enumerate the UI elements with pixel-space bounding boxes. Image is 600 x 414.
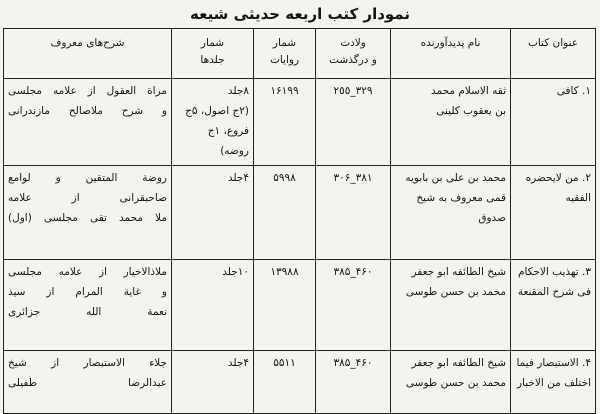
table-row bbox=[4, 259, 596, 350]
header-author: نام پدیدآورنده bbox=[391, 29, 511, 79]
book-title-cell: ٣. تهذیب الاحکام فی شرح المقنعة bbox=[511, 259, 596, 350]
commentaries-cell: ملاذالاخیار از علامه مجلسی و غایة المرام از سید نعمة الله جزائری bbox=[4, 259, 172, 350]
commentaries-cell: روضة المتقین و لوامع صاحبقرانی از علامه ملا محمد تقی مجلسی (اول) bbox=[4, 165, 172, 259]
dates-cell: ٣٢٩_٢٥٥ bbox=[316, 79, 391, 166]
dates-cell: ٣٨١_٣٠۶ bbox=[316, 165, 391, 259]
table-row bbox=[4, 350, 596, 413]
book-title-cell: ١. کافی bbox=[511, 79, 596, 166]
table-row bbox=[4, 165, 596, 259]
page-title: نمودار کتب اربعه حدیثی شیعه bbox=[190, 5, 410, 23]
header-dates: ولادت و درگذشت bbox=[316, 29, 391, 79]
dates-cell: ۴۶٠_٣٨۵ bbox=[316, 350, 391, 413]
author-cell: شیخ الطائفه ابو جعفر محمد بن حسن طوسی bbox=[391, 259, 511, 350]
author-cell: محمد بن علی بن بابویه قمی معروف به شیخ صدوق bbox=[391, 165, 511, 259]
header-commentaries: شرح‌های معروف bbox=[4, 29, 172, 79]
volumes-cell: ۴جلد bbox=[172, 350, 254, 413]
commentaries-cell: جلاء الاستبصار از شیخ عبدالرضا طفیلی bbox=[4, 350, 172, 413]
header-row bbox=[4, 29, 596, 79]
header-book: عنوان کتاب bbox=[511, 29, 596, 79]
hadith-count-cell: ۵٩٩٨ bbox=[254, 165, 316, 259]
volumes-cell: ۴جلد bbox=[172, 165, 254, 259]
hadith-count-cell: ۵۵١١ bbox=[254, 350, 316, 413]
volumes-cell: ٨جلد (٢ج اصول، ۵ج فروع، ١ج روضه) bbox=[172, 79, 254, 166]
volumes-cell: ١٠جلد bbox=[172, 259, 254, 350]
book-title-cell: ۴. الاستبصار فیما اختلف من الاخبار bbox=[511, 350, 596, 413]
book-title-cell: ٢. من لایحضره الفقیه bbox=[511, 165, 596, 259]
commentaries-cell: مراة العقول از علامه مجلسی و شرح ملاصالح مازندرانی bbox=[4, 79, 172, 166]
author-cell: شیخ الطائفه ابو جعفر محمد بن حسن طوسی bbox=[391, 350, 511, 413]
header-hadith-count: شمار روایات bbox=[254, 29, 316, 79]
header-volumes: شمار جلدها bbox=[172, 29, 254, 79]
table-row bbox=[4, 79, 596, 166]
dates-cell: ۴۶٠_٣٨۵ bbox=[316, 259, 391, 350]
four-books-table bbox=[3, 28, 596, 414]
author-cell: ثقه الاسلام محمد بن یعقوب کلینی bbox=[391, 79, 511, 166]
hadith-count-cell: ١۶١٩٩ bbox=[254, 79, 316, 166]
hadith-count-cell: ١٣٩٨٨ bbox=[254, 259, 316, 350]
